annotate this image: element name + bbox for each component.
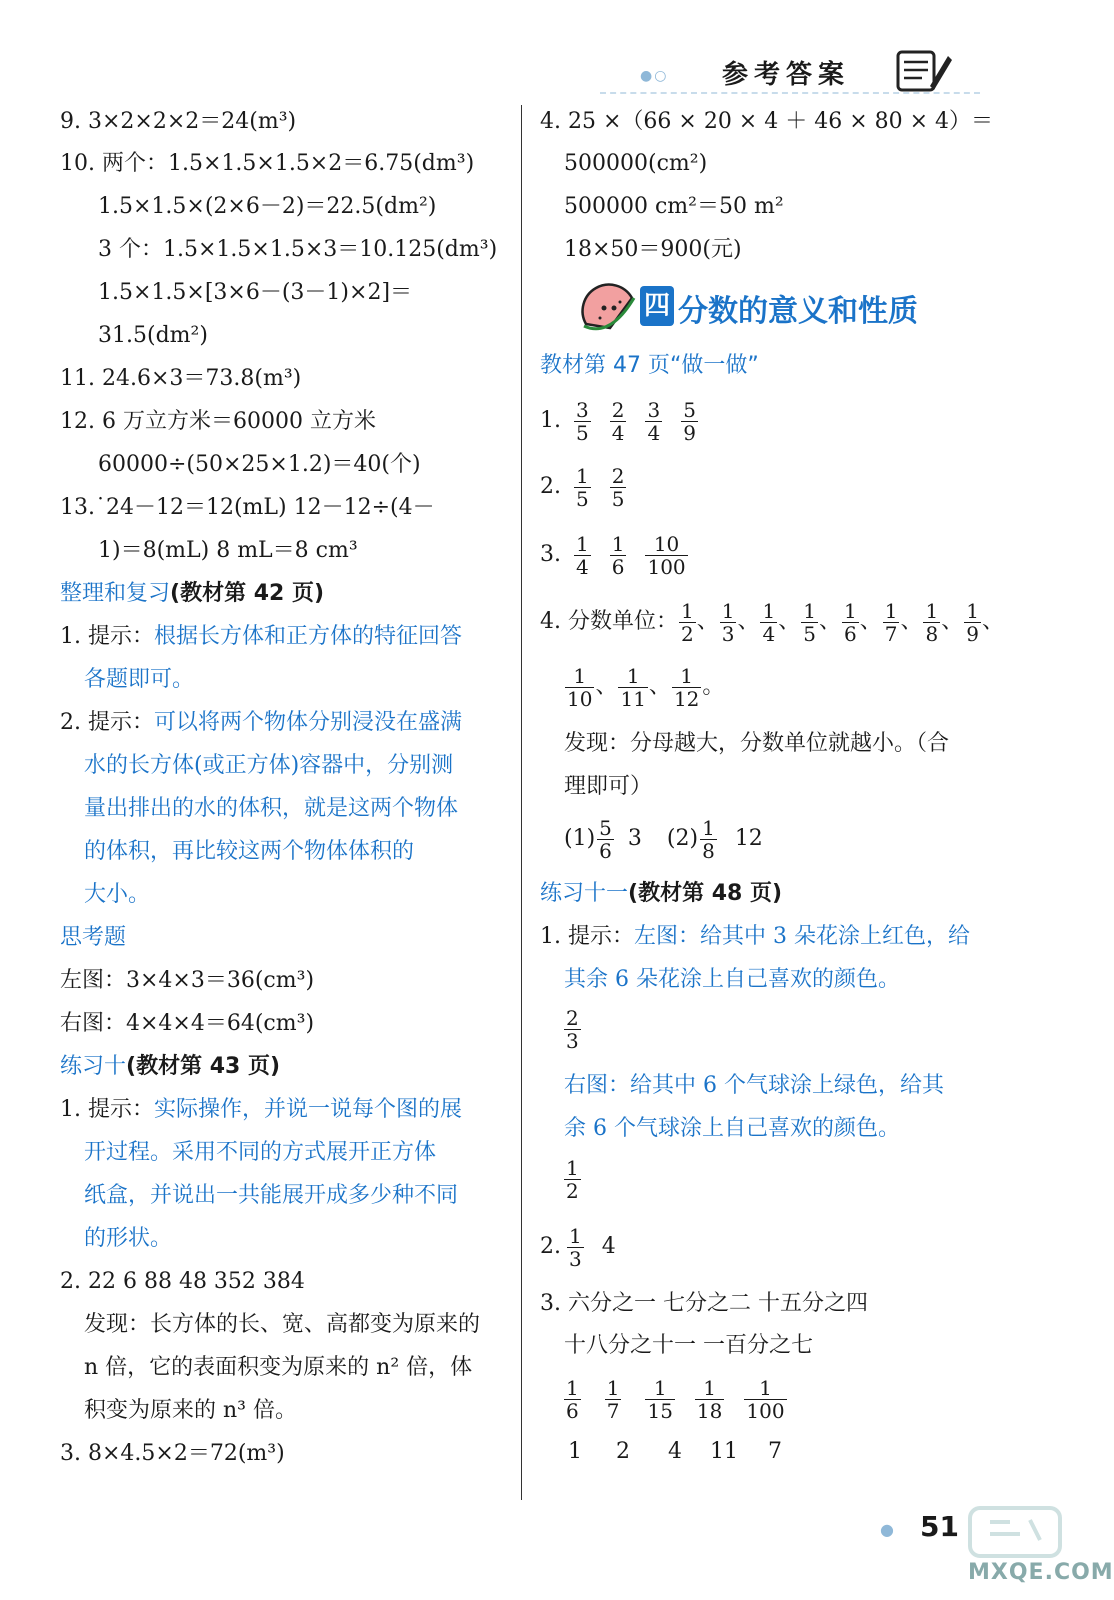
denominator: 9 (966, 621, 979, 646)
do-it-2 (540, 462, 632, 512)
watermark-text: MXQE.COM (968, 1560, 1114, 1585)
numerator: 2 (611, 463, 625, 488)
watermelon-mascot-icon (580, 278, 638, 336)
answer-11: 11. 24.6×3＝73.8(m³) (60, 366, 302, 391)
section-heading-review (60, 580, 324, 608)
review-2-line4: 的体积，再比较这两个物体体积的 (84, 839, 415, 864)
separator: 、 (941, 609, 964, 634)
fraction (597, 817, 614, 862)
review-2-line3: 量出排出的水的体积，就是这两个物体 (84, 796, 459, 821)
numerator: 1 (645, 1377, 674, 1400)
exercise-10-1-text: 实际操作，并说一说每个图的展 (153, 1097, 462, 1122)
exercise-11-2-value: 4 (601, 1234, 616, 1259)
chapter-banner (580, 278, 980, 336)
review-2 (60, 709, 462, 737)
answer-9: 9. 3×2×2×2＝24(m³) (60, 109, 297, 134)
answer-4-line2: 500000(cm²) (564, 151, 708, 176)
fraction (883, 600, 900, 645)
thinking-left: 左图：3×4×3＝36(cm³) (60, 968, 315, 993)
numerator: 1 (702, 815, 715, 840)
do-it-4 (540, 597, 1004, 647)
section-heading-review-title: 整理和复习 (60, 581, 171, 606)
denominator: 7 (884, 621, 898, 646)
exercise-10-2-finding: 发现：长方体的长、宽、高都变为原来的 (84, 1312, 481, 1337)
exercise-11-1-answer-left (564, 1004, 581, 1054)
exercise-11-page: (教材第 48 页) (628, 881, 783, 906)
denominator: 2 (566, 1178, 579, 1203)
separator: 、 (595, 674, 618, 699)
exercise-11-1-answer-right (564, 1154, 581, 1204)
exercise-11-3-numerators (568, 1438, 808, 1466)
numerator: 1 (566, 1375, 579, 1400)
numerator: 1 (803, 598, 816, 623)
fraction (801, 600, 818, 645)
review-1-line2: 各题即可。 (84, 667, 195, 692)
numerator: 3 (647, 397, 661, 422)
denominator: 10 (567, 686, 593, 711)
chapter-title: 分数的意义和性质 (678, 294, 918, 329)
thinking-right: 右图：4×4×4＝64(cm³) (60, 1011, 315, 1036)
do-it-4-label: 4. 分数单位： (540, 609, 678, 634)
numerator: 10 (645, 533, 687, 556)
do-it-1 (540, 396, 704, 446)
do-it-1-label: 1. (540, 408, 561, 433)
fraction (923, 600, 940, 645)
exercise-10-1-label: 1. 提示： (60, 1097, 154, 1122)
fraction (565, 665, 594, 710)
do-it-3-label: 3. (540, 542, 561, 567)
answer-10-line3: 3 个：1.5×1.5×1.5×3＝10.125(dm³) (98, 237, 498, 262)
chapter-number: 四 (640, 286, 674, 326)
fraction (695, 1377, 724, 1422)
review-1-text: 根据长方体和正方体的特征回答 (153, 624, 462, 649)
numerator: 2 (611, 397, 625, 422)
exercise-11-2 (540, 1222, 616, 1272)
review-2-line5: 大小。 (84, 882, 151, 907)
answer-4-line3: 500000 cm²＝50 m² (564, 194, 784, 219)
numerator: 5 (599, 815, 612, 840)
answer-12-line2: 60000÷(50×25×1.2)＝40(个) (98, 452, 421, 477)
denominator: 6 (566, 1398, 579, 1423)
separator: 、 (648, 674, 671, 699)
answer-4-line4: 18×50＝900(元) (564, 237, 742, 262)
column-divider (521, 105, 522, 1500)
numerator-value: 7 (768, 1439, 782, 1464)
separator: 、 (696, 609, 719, 634)
exercise-10-2-finding-line3: 积变为原来的 n³ 倍。 (84, 1398, 297, 1423)
review-2-label: 2. 提示： (60, 710, 154, 735)
answer-4: 4. 25 ×（66 × 20 × 4 ＋ 46 × 80 × 4）＝ (540, 109, 994, 134)
review-1-label: 1. 提示： (60, 624, 154, 649)
numerator: 1 (565, 665, 594, 688)
do-it-4-finding: 发现：分母越大，分数单位就越小。（合 (564, 731, 950, 756)
separator: 、 (900, 609, 923, 634)
numerator: 1 (762, 598, 776, 623)
part-2-label: (2) (666, 826, 699, 851)
separator: 、 (818, 609, 841, 634)
numerator: 1 (744, 1377, 786, 1400)
answer-10: 10. 两个：1.5×1.5×1.5×2＝6.75(dm³) (60, 151, 475, 176)
answer-10-line5: 31.5(dm²) (98, 323, 208, 348)
answer-10-line4: 1.5×1.5×[3×6－(3－1)×2]＝ (98, 280, 413, 305)
numerator: 1 (606, 1375, 620, 1400)
section-heading-exercise-11 (540, 880, 782, 908)
separator: 、 (737, 609, 760, 634)
numerator: 1 (695, 1377, 724, 1400)
period: 。 (702, 674, 725, 699)
fraction (720, 600, 737, 645)
numerator: 3 (576, 397, 589, 422)
fraction (610, 399, 627, 444)
exercise-11-1 (540, 923, 970, 951)
separator: 、 (981, 609, 1004, 634)
fraction (700, 817, 717, 862)
part-2-value: 12 (734, 826, 763, 851)
fraction (574, 533, 591, 578)
section-heading-thinking: 思考题 (60, 925, 127, 950)
fraction (842, 600, 859, 645)
denominator: 4 (611, 420, 625, 445)
denominator: 8 (925, 621, 939, 646)
answer-13: 13.˙24－12＝12(mL) 12－12÷(4－ (60, 495, 435, 520)
exercise-11-3-fractions (564, 1374, 787, 1424)
exercise-10-1-line4: 的形状。 (84, 1226, 173, 1251)
exercise-10-1 (60, 1096, 462, 1124)
header-divider (600, 92, 980, 94)
fraction (574, 465, 591, 510)
denominator: 5 (803, 621, 816, 646)
numerator-value: 2 (616, 1439, 630, 1464)
exercise-11-3-line2: 十八分之十一 一百分之七 (564, 1333, 813, 1358)
fraction (618, 665, 647, 710)
header-dots: ●○ (640, 68, 669, 84)
numerator: 1 (843, 598, 857, 623)
exercise-10-2: 2. 22 6 88 48 352 384 (60, 1269, 305, 1294)
answer-10-line2: 1.5×1.5×(2×6－2)＝22.5(dm²) (98, 194, 437, 219)
fraction (574, 399, 591, 444)
fraction (564, 1377, 581, 1422)
denominator: 5 (576, 486, 589, 511)
numerator: 1 (576, 463, 589, 488)
denominator: 7 (606, 1398, 620, 1423)
fraction (744, 1377, 786, 1422)
exercise-11-1-line3: 右图：给其中 6 个气球涂上绿色，给其 (564, 1073, 944, 1098)
fraction (645, 533, 687, 578)
footer-dots: ● (880, 1520, 894, 1539)
fraction (564, 1157, 581, 1202)
fraction (605, 1377, 622, 1422)
denominator: 100 (746, 1398, 785, 1423)
fraction (645, 1377, 674, 1422)
section-heading-exercise-10 (60, 1053, 280, 1081)
exercise-11-1-line4: 余 6 个气球涂上自己喜欢的颜色。 (564, 1116, 900, 1141)
numerator: 1 (618, 665, 647, 688)
denominator: 5 (611, 486, 625, 511)
numerator: 1 (721, 598, 735, 623)
exercise-11-2-label: 2. (540, 1234, 561, 1259)
do-it-4-finding-line2: 理即可） (564, 774, 653, 799)
exercise-11-3: 3. 六分之一 七分之二 十五分之四 (540, 1291, 868, 1316)
denominator: 11 (620, 686, 646, 711)
fraction (760, 600, 777, 645)
denominator: 6 (599, 838, 612, 863)
fraction (964, 600, 981, 645)
scroll-pen-icon (890, 46, 952, 96)
review-1 (60, 623, 462, 651)
denominator: 9 (683, 420, 696, 445)
section-heading-review-page: (教材第 42 页) (170, 581, 325, 606)
exercise-11-1-line2: 其余 6 朵花涂上自己喜欢的颜色。 (564, 967, 900, 992)
exercise-11-1-text: 左图：给其中 3 朵花涂上红色，给 (633, 924, 970, 949)
fraction (672, 665, 701, 710)
exercise-10-page: (教材第 43 页) (126, 1054, 281, 1079)
numerator: 1 (925, 598, 939, 623)
fraction (564, 1007, 581, 1052)
exercise-10-2-finding-line2: n 倍，它的表面积变为原来的 n² 倍，体 (84, 1355, 473, 1380)
review-2-text: 可以将两个物体分别浸没在盛满 (153, 710, 462, 735)
denominator: 4 (762, 621, 776, 646)
denominator: 3 (566, 1028, 579, 1053)
denominator: 4 (576, 554, 589, 579)
answer-13-line2: 1)＝8(mL) 8 mL＝8 cm³ (98, 538, 358, 563)
exercise-10-title: 练习十 (60, 1054, 127, 1079)
fraction (681, 399, 698, 444)
page-number: 51 (920, 1510, 959, 1543)
fraction (610, 533, 627, 578)
review-2-line2: 水的长方体(或正方体)容器中，分别测 (84, 753, 454, 778)
fraction (567, 1225, 584, 1270)
exercise-10-1-line2: 开过程。采用不同的方式展开正方体 (84, 1140, 437, 1165)
numerator: 1 (884, 598, 898, 623)
numerator: 1 (566, 1155, 579, 1180)
denominator: 2 (680, 621, 694, 646)
denominator: 12 (673, 686, 700, 711)
page-header (600, 50, 980, 94)
numerator-value: 1 (568, 1439, 582, 1464)
numerator: 1 (569, 1223, 582, 1248)
do-it-3 (540, 530, 694, 580)
denominator: 100 (647, 554, 686, 579)
separator: 、 (778, 609, 801, 634)
part-1-value: 3 (627, 826, 642, 851)
numerator: 1 (672, 665, 701, 688)
part-1-label: (1) (564, 826, 596, 851)
denominator: 3 (569, 1246, 582, 1271)
denominator: 3 (721, 621, 735, 646)
numerator-value: 11 (710, 1439, 738, 1464)
numerator: 1 (576, 531, 589, 556)
do-it-2-label: 2. (540, 474, 561, 499)
do-it-4-line2 (564, 662, 724, 712)
numerator: 1 (966, 598, 979, 623)
denominator: 18 (696, 1398, 723, 1423)
separator: 、 (859, 609, 882, 634)
exercise-10-1-line3: 纸盒，并说出一共能展开成多少种不同 (84, 1183, 459, 1208)
exercise-10-3: 3. 8×4.5×2＝72(m³) (60, 1441, 285, 1466)
answer-12: 12. 6 万立方米＝60000 立方米 (60, 409, 376, 434)
denominator: 8 (702, 838, 715, 863)
header-title: 参考答案 (722, 60, 851, 90)
section-heading-do-it: 教材第 47 页“做一做” (540, 353, 759, 378)
denominator: 4 (647, 420, 661, 445)
numerator: 1 (680, 598, 694, 623)
fraction (610, 465, 627, 510)
denominator: 5 (576, 420, 589, 445)
numerator: 1 (611, 531, 625, 556)
denominator: 6 (843, 621, 857, 646)
fraction (679, 600, 696, 645)
fraction (645, 399, 662, 444)
numerator-value: 4 (668, 1439, 682, 1464)
denominator: 6 (611, 554, 625, 579)
exercise-11-1-label: 1. 提示： (540, 924, 634, 949)
numerator: 5 (683, 397, 696, 422)
denominator: 15 (647, 1398, 673, 1423)
exercise-11-title: 练习十一 (540, 881, 629, 906)
numerator: 2 (566, 1005, 579, 1030)
do-it-4-parts (564, 814, 763, 864)
